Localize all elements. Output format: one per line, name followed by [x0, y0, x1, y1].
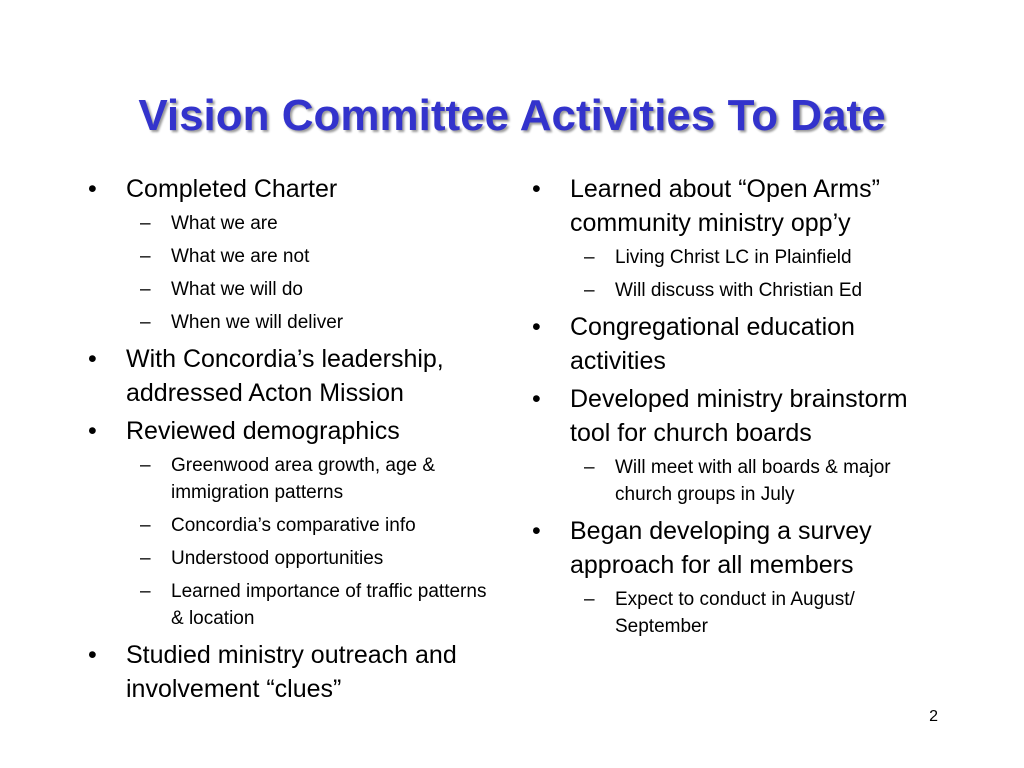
bullet-reviewed-demographics — [86, 414, 502, 632]
bullet-open-arms — [530, 172, 950, 304]
sub-bullet-item: – Learned importance of traffic patterns & location — [126, 578, 502, 632]
sub-bullet-item: – Will meet with all boards & major church groups in July — [570, 454, 950, 508]
sub-bullet-list — [570, 586, 950, 640]
bullet-brainstorm-tool — [530, 382, 950, 508]
sub-bullet-item: – Living Christ LC in Plainfield — [570, 244, 950, 271]
sub-bullet-list — [126, 452, 502, 632]
bullet-text: Developed ministry brainstorm tool for church boards — [570, 385, 908, 447]
bullet-concordia-leadership — [86, 342, 502, 410]
bullet-text: Congregational education activities — [570, 313, 855, 375]
left-column — [86, 172, 502, 710]
sub-bullet-item: – Concordia’s comparative info — [126, 512, 502, 539]
bullet-completed-charter — [86, 172, 502, 336]
bullet-text: Completed Charter — [126, 175, 338, 203]
bullet-studied-ministry-outreach — [86, 638, 502, 706]
right-column — [530, 172, 950, 646]
sub-bullet-item: – Expect to conduct in August/ September — [570, 586, 950, 640]
sub-bullet-item: – When we will deliver — [126, 309, 502, 336]
bullet-congregational-education — [530, 310, 950, 378]
slide-number: 2 — [929, 708, 938, 725]
sub-bullet-item: – Greenwood area growth, age & immigration patterns — [126, 452, 502, 506]
sub-bullet-list — [570, 454, 950, 508]
sub-bullet-list — [570, 244, 950, 304]
sub-bullet-item: – What we are not — [126, 243, 502, 270]
sub-bullet-item: – Will discuss with Christian Ed — [570, 277, 950, 304]
sub-bullet-item: – What we will do — [126, 276, 502, 303]
bullet-text: Reviewed demographics — [126, 417, 400, 445]
bullet-survey-approach — [530, 514, 950, 640]
sub-bullet-list — [126, 210, 502, 336]
bullet-text: Learned about “Open Arms” community ministry opp’y — [570, 175, 880, 237]
sub-bullet-item: – Understood opportunities — [126, 545, 502, 572]
slide-title: Vision Committee Activities To Date — [138, 91, 886, 140]
sub-bullet-item: – What we are — [126, 210, 502, 237]
bullet-text: Studied ministry outreach and involvement “clues” — [126, 641, 457, 703]
left-bullet-list — [86, 172, 502, 706]
bullet-text: Began developing a survey approach for all members — [570, 517, 872, 579]
right-bullet-list — [530, 172, 950, 640]
bullet-text: With Concordia’s leadership, addressed Acton Mission — [126, 345, 444, 407]
